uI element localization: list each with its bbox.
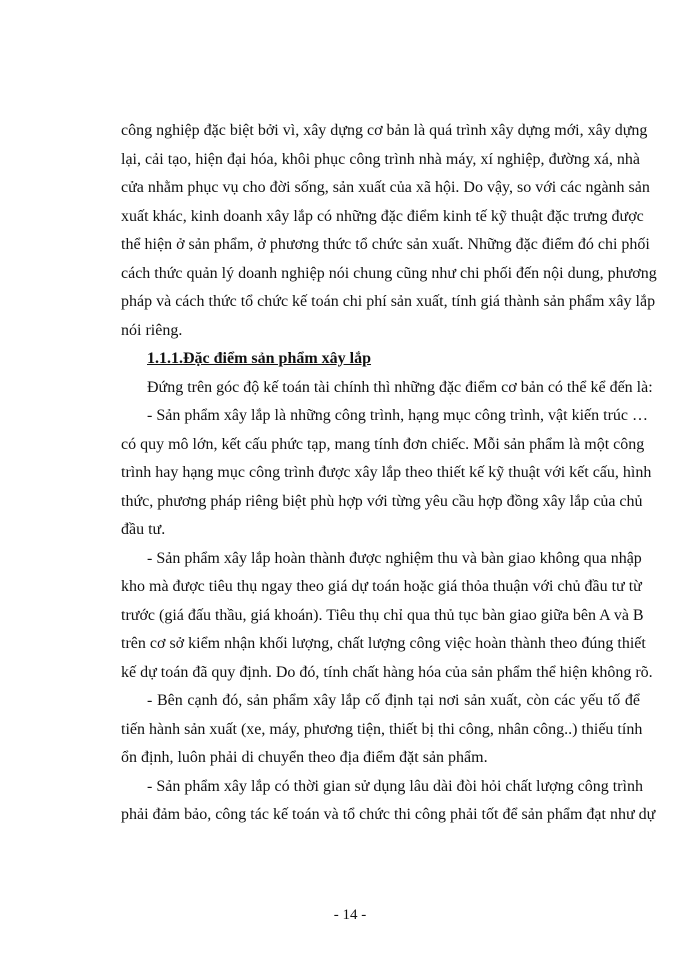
text-line: - Sản phẩm xây lắp có thời gian sử dụng lâu dài đòi hỏi chất lượng công trình: [147, 777, 643, 795]
text-line: kế dự toán đã quy định. Do đó, tính chất hàng hóa của sản phẩm thể hiện không rõ.: [121, 663, 653, 681]
text-line: trình hay hạng mục công trình được xây lắp theo thiết kế kỹ thuật với kết cấu, hình: [121, 464, 652, 481]
section-heading: 1.1.1.Đặc điểm sản phẩm xây lắp: [147, 350, 372, 367]
text-line: trên cơ sở kiểm nhận khối lượng, chất lượng công việc hoàn thành theo đúng thiết: [121, 635, 646, 652]
text-line: Đứng trên góc độ kế toán tài chính thì những đặc điểm cơ bản có thể kể đến là:: [147, 378, 653, 396]
body-text: [121, 117, 657, 830]
text-line: xuất khác, kinh doanh xây lắp có những đặc điểm kinh tế kỹ thuật đặc trưng được: [121, 207, 644, 225]
text-line: công nghiệp đặc biệt bởi vì, xây dựng cơ bản là quá trình xây dựng mới, xây dựng: [121, 122, 648, 139]
text-line: ổn định, luôn phải di chuyển theo địa điểm đặt sản phẩm.: [121, 749, 488, 766]
text-line: nói riêng.: [121, 321, 183, 339]
text-line: đầu tư.: [121, 521, 166, 538]
text-line: lại, cải tạo, hiện đại hóa, khôi phục công trình nhà máy, xí nghiệp, đường xá, nhà: [121, 150, 640, 168]
text-line: phải đảm bảo, công tác kế toán và tổ chức thi công phải tốt để sản phẩm đạt như dự: [121, 806, 656, 823]
text-line: pháp và cách thức tổ chức kế toán chi phí sản xuất, tính giá thành sản phẩm xây lắp: [121, 293, 656, 310]
text-line: - Sản phẩm xây lắp là những công trình, hạng mục công trình, vật kiến trúc …: [147, 407, 648, 424]
text-line: - Bên cạnh đó, sản phẩm xây lắp cố định tại nơi sản xuất, còn các yếu tố để: [147, 692, 640, 709]
text-line: kho mà được tiêu thụ ngay theo giá dự toán hoặc giá thỏa thuận với chủ đầu tư từ: [121, 578, 642, 595]
text-line: tiến hành sản xuất (xe, máy, phương tiện, thiết bị thi công, nhân công..) thiếu tính: [121, 720, 643, 738]
text-line: cửa nhằm phục vụ cho đời sống, sản xuất của xã hội. Do vậy, so với các ngành sản: [121, 179, 650, 196]
page-number: - 14 -: [333, 907, 367, 923]
text-line: thức, phương pháp riêng biệt phù hợp với từng yêu cầu hợp đồng xây lắp của chủ: [121, 492, 643, 510]
text-line: trước (giá đấu thầu, giá khoán). Tiêu thụ chỉ qua thủ tục bàn giao giữa bên A và B: [121, 606, 644, 624]
text-line: cách thức quản lý doanh nghiệp nói chung cũng như chi phối đến nội dung, phương: [121, 264, 657, 282]
text-line: - Sản phẩm xây lắp hoàn thành được nghiệm thu và bàn giao không qua nhập: [147, 549, 642, 567]
text-line: thể hiện ở sản phẩm, ở phương thức tổ chức sản xuất. Những đặc điểm đó chi phối: [121, 236, 650, 253]
text-line: có quy mô lớn, kết cấu phức tạp, mang tính đơn chiếc. Mỗi sản phẩm là một công: [121, 435, 645, 453]
